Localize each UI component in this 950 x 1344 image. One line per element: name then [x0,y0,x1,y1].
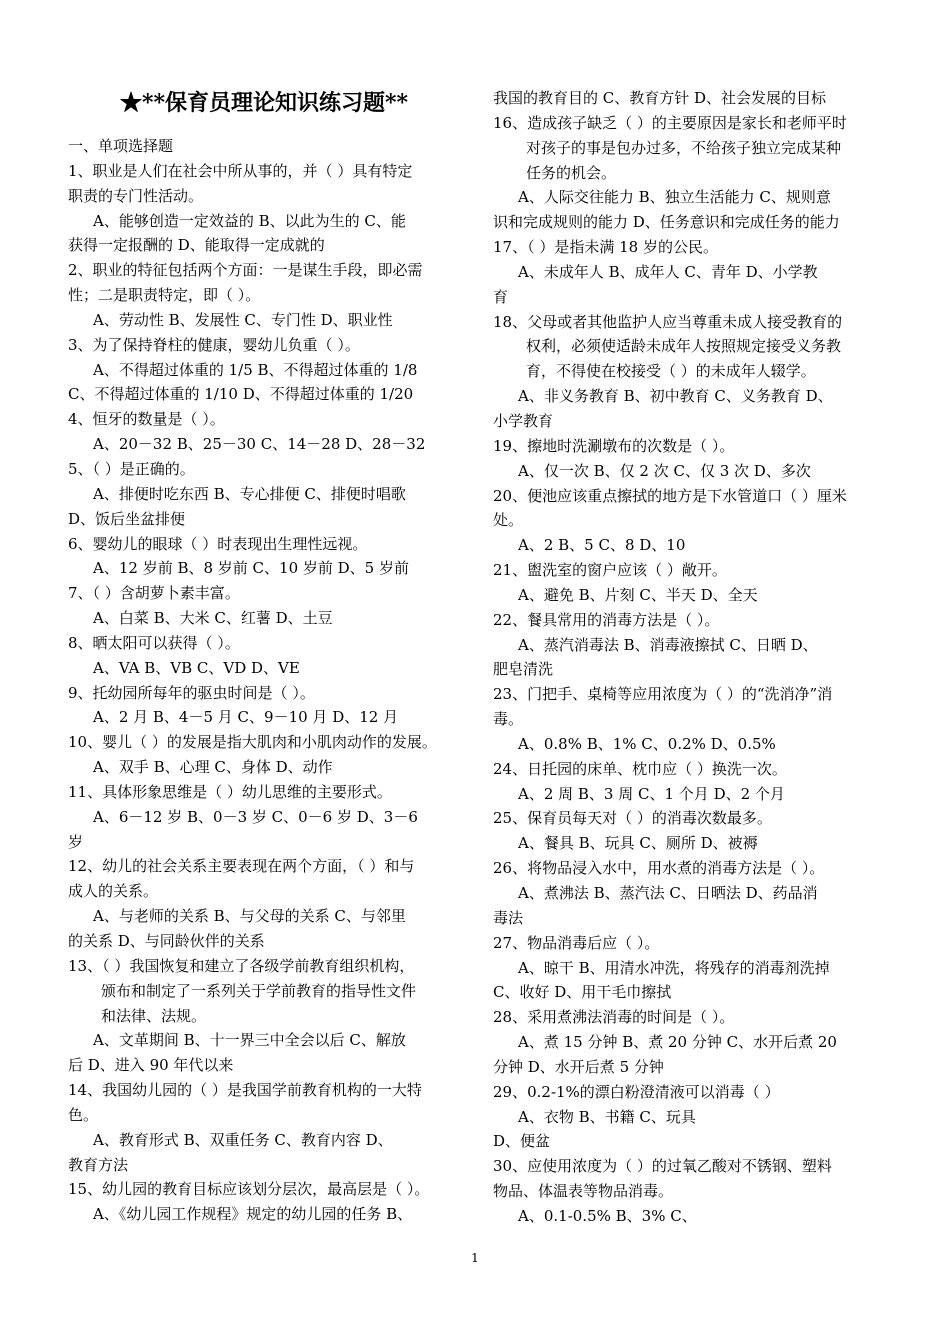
text-line: 24、日托园的床单、枕巾应（ ）换洗一次。 [493,759,787,778]
text-line: 13、（ ）我国恢复和建立了各级学前教育组织机构， [68,956,415,975]
text-line: 一、单项选择题 [68,137,174,155]
text-line: A、文革期间 B、十一界三中全会以后 C、解放 [93,1031,406,1050]
text-line: A、教育形式 B、双重任务 C、教育内容 D、 [93,1130,393,1149]
text-line: 21、盥洗室的窗户应该（ ）敞开。 [493,561,727,580]
text-line: A、双手 B、心理 C、身体 D、动作 [93,758,333,777]
text-line: 色。 [68,1105,99,1124]
text-line: A、餐具 B、玩具 C、厕所 D、被褥 [518,834,758,853]
text-line: 和法律、法规。 [101,1006,207,1025]
text-line: 14、我国幼儿园的（ ）是我国学前教育机构的一大特 [68,1081,422,1100]
text-line: 4、恒牙的数量是（ ）。 [68,410,225,429]
text-line: 19、擦地时洗涮墩布的次数是（ ）。 [493,436,735,455]
text-line: 毒。 [493,710,524,729]
text-line: 任务的机会。 [526,163,617,182]
text-line: 职责的专门性活动。 [68,186,204,205]
text-line: 处。 [493,511,524,530]
text-line: A、12 岁前 B、8 岁前 C、10 岁前 D、5 岁前 [93,559,409,578]
text-line: A、0.8% B、1% C、0.2% D、0.5% [518,734,776,753]
text-line: A、2 B、5 C、8 D、10 [518,536,686,555]
text-line: 对孩子的事是包办过多，不给孩子独立完成某种 [526,138,842,157]
text-line: 识和完成规则的能力 D、任务意识和完成任务的能力 [493,213,840,232]
text-line: 27、物品消毒后应（ ）。 [493,933,660,952]
text-line: A、劳动性 B、发展性 C、专门性 D、职业性 [93,310,393,329]
text-line: A、不得超过体重的 1/5 B、不得超过体重的 1/8 [93,360,418,379]
text-line: 6、婴幼儿的眼球（ ）时表现出生理性远视。 [68,534,368,553]
text-line: 权利，必须使适龄未成年人按照规定接受义务教 [526,337,842,356]
text-line: A、未成年人 B、成年人 C、青年 D、小学教 [518,262,818,281]
text-line: 教育方法 [68,1155,129,1174]
text-line: 我国的教育目的 C、教育方针 D、社会发展的目标 [493,89,827,107]
text-line: 20、便池应该重点擦拭的地方是下水管道口（ ）厘米 [493,486,847,505]
text-line: 毒法 [493,908,524,927]
text-line: A、0.1-0.5% B、3% C、 [518,1206,697,1225]
text-line: 10、婴儿（ ）的发展是指大肌肉和小肌肉动作的发展。 [68,733,437,752]
text-line: 5、（ ）是正确的。 [68,459,195,478]
text-line: D、便盆 [493,1132,551,1151]
text-line: A、2 周 B、3 周 C、1 个月 D、2 个月 [518,784,785,803]
text-line: A、排便时吃东西 B、专心排便 C、排便时唱歌 [93,484,406,503]
text-line: 2、职业的特征包括两个方面：一是谋生手段，即必需 [68,261,423,280]
text-line: 26、将物品浸入水中，用水煮的消毒方法是（ ）。 [493,859,825,878]
text-line: A、20－32 B、25－30 C、14－28 D、28－32 [93,435,426,454]
text-line: 22、餐具常用的消毒方法是（ ）。 [493,610,720,629]
text-line: 成人的关系。 [68,882,159,901]
text-line: 7、（ ）含胡萝卜素丰富。 [68,584,240,603]
text-line: A、煮沸法 B、蒸汽法 C、日晒法 D、药品消 [518,884,818,902]
text-line: 性；二是职责特定，即（ ）。 [68,286,261,305]
text-line: 29、0.2-1%的漂白粉澄清液可以消毒（ ） [493,1082,780,1101]
text-line: A、《幼儿园工作规程》规定的幼儿园的任务 B、 [93,1205,413,1224]
text-line: A、VA B、VB C、VD D、VE [93,658,300,677]
text-line: 15、幼儿园的教育目标应该划分层次，最高层是（ ）。 [68,1180,430,1199]
text-line: 30、应使用浓度为（ ）的过氧乙酸对不锈钢、塑料 [493,1157,832,1176]
text-line: 的关系 D、与同龄伙伴的关系 [68,932,265,950]
text-line: 后 D、进入 90 年代以来 [68,1056,234,1075]
text-line: A、6－12 岁 B、0－3 岁 C、0－6 岁 D、3－6 [93,807,418,826]
text-line: A、晾干 B、用清水冲洗，将残存的消毒剂洗掉 [518,958,830,977]
text-line: A、人际交往能力 B、独立生活能力 C、规则意 [518,188,831,207]
text-line: 育 [493,287,509,306]
text-line: 28、采用煮沸法消毒的时间是（ ）。 [493,1008,735,1027]
text-line: 育，不得使在校接受（ ）的未成年人辍学。 [526,362,816,381]
text-line: 9、托幼园所每年的驱虫时间是（ ）。 [68,683,315,702]
text-line: A、能够创造一定效益的 B、以此为生的 C、能 [93,211,406,230]
text-line: D、饭后坐盆排便 [68,509,186,528]
text-line: A、仅一次 B、仅 2 次 C、仅 3 次 D、多次 [518,461,811,480]
text-line: 获得一定报酬的 D、能取得一定成就的 [68,236,325,255]
text-line: 颁布和制定了一系列关于学前教育的指导性文件 [101,981,417,1000]
text-line: 11、具体形象思维是（ ）幼儿思维的主要形式。 [68,782,392,801]
text-line: A、衣物 B、书籍 C、玩具 [518,1107,696,1126]
text-line: 23、门把手、桌椅等应用浓度为（ ）的“洗消净”消 [493,685,833,704]
text-line: 肥皂清洗 [493,660,554,679]
text-line: C、不得超过体重的 1/10 D、不得超过体重的 1/20 [68,385,414,404]
text-line: A、与老师的关系 B、与父母的关系 C、与邻里 [93,907,406,926]
text-line: 1、职业是人们在社会中所从事的，并（ ）具有特定 [68,161,413,180]
text-line: 小学教育 [493,411,554,430]
text-line: A、2 月 B、4－5 月 C、9－10 月 D、12 月 [93,708,399,727]
text-line: 17、（ ）是指未满 18 岁的公民。 [493,238,718,257]
document-title: ★**保育员理论知识练习题** [119,90,409,116]
text-line: 岁 [68,832,84,851]
text-line: 16、造成孩子缺乏（ ）的主要原因是家长和老师平时 [493,113,847,132]
page-number: 1 [471,1251,479,1265]
text-line: A、避免 B、片刻 C、半天 D、全天 [518,585,758,604]
text-line: 分钟 D、水开后煮 5 分钟 [493,1057,664,1076]
text-line: A、蒸汽消毒法 B、消毒液擦拭 C、日晒 D、 [518,635,818,654]
text-line: 3、为了保持脊柱的健康，婴幼儿负重（ ）。 [68,335,360,354]
text-line: A、非义务教育 B、初中教育 C、义务教育 D、 [518,387,833,406]
text-line: 25、保育员每天对（ ）的消毒次数最多。 [493,809,772,828]
text-line: 12、幼儿的社会关系主要表现在两个方面，（ ）和与 [68,857,415,876]
left-column [68,134,460,1227]
right-column [493,86,885,1229]
text-line: 8、晒太阳可以获得（ ）。 [68,633,240,652]
text-line: A、白菜 B、大米 C、红薯 D、土豆 [93,609,333,628]
text-line: C、收好 D、用干毛巾擦拭 [493,983,672,1002]
text-line: 物品、体温表等物品消毒。 [493,1182,674,1201]
text-line: 18、父母或者其他监护人应当尊重未成人接受教育的 [493,312,843,331]
text-line: A、煮 15 分钟 B、煮 20 分钟 C、水开后煮 20 [518,1033,837,1052]
